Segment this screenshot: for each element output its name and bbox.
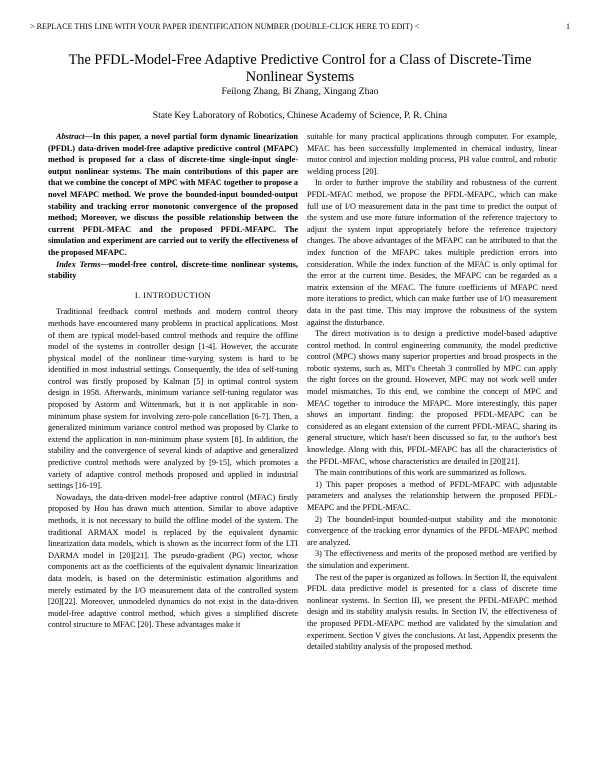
header-placeholder-line[interactable]: > REPLACE THIS LINE WITH YOUR PAPER IDENTIFICATION NUMBER (DOUBLE-CLICK HERE TO EDIT) < (30, 22, 420, 31)
body-paragraph: suitable for many practical applications through computer. For example, MFAC has been successfully implemented in chemical industry, linear motor control and injection molding process, PH value control, and robotic welding process [20]. (307, 132, 557, 176)
paper-title: The PFDL-Model-Free Adaptive Predictive Control for a Class of Discrete-Time Nonlinear Systems (68, 52, 532, 85)
body-paragraph: The rest of the paper is organized as follows. In Section II, the equivalent PFDL data predictive model is presented for a class of discrete time nonlinear systems. In Section III, we present the PFDL-MFAPC method design and its stability analysis results. In Section IV, the effectiveness of the proposed PFDL-MFAPC method are validated by the simulation and experiment. Section V gives the conclusions. At last, Appendix presents the detailed stability analysis of the proposed method. (307, 572, 558, 652)
index-terms-label: Index Terms (56, 259, 101, 269)
body-paragraph: In order to further improve the stability and robustness of the current PFDL-MFAC method, we propose the PFDL-MFAPC, which can make full use of I/O measurement data in the past time to predict the output of the system and use more future information of the reference trajectory to adjust the system input appropriately before the reference trajectory changes. The above advantages of the MFAPC can be attributed to that the index function of the MFAPC takes multiple prediction errors into consideration. While the index function of the MFAC is only optimal for the error at the current time. Besides, the MFAPC can be regarded as a matrix extension of the MFAC. The future coefficients of MFAPC need more iterations to predict, which can make further use of I/O measurement data in the past time. This may improve the robustness of the system against the disturbance. (307, 178, 557, 327)
body-paragraph: The direct motivation is to design a predictive model-based adaptive control method. In control engineering community, the model predictive control (MPC) shows many superior properties and broad prospects in the robotic systems, such as, MIT's Cheetah 3 controlled by MPC can apply the right forces on the ground. However, MPC may not work well under model mismatches. To this end, we combine the concept of MPC and MFAC together to introduce the MFAPC. More interestingly, this paper shows an important finding: the proposed PFDL-MFAPC can be considered as an elegant extension of the current PFDL-MFAC, sharing its general structure, which hasn't been discussed so far, to the author's best knowledge. Along with this, PFDL-MFAPC has all the characteristics of the PFDL-MFAC, whose characteristics are detailed in [20][21]. (307, 329, 557, 466)
contribution-item: 2) The bounded-input bounded-output stability and the monotonic convergence of the tracking error dynamics of the PFDL-MFAPC method are analyzed. (307, 514, 557, 547)
affiliation: State Key Laboratory of Robotics, Chinese Academy of Science, P. R. China (152, 110, 448, 121)
left-column (48, 131, 298, 631)
body-paragraph: Nowadays, the data-driven model-free adaptive control (MFAC) firstly proposed by Hou has drawn much attention. Similar to above adaptive methods, it is not necessary to build the offline model of the system. The traditional ARMAX model is replaced by the equivalent dynamic linearization data models, which is shown as the incorrect form of the LTI DARMA model in [20][21]. The pseudo-gradient (PG) vector, whose components act as the coefficients of the equivalent dynamic linearization data models, is based on the deterministic estimation algorithms and merely estimated by the I/O measurement data of the controlled system [20][22]. Moreover, unmodeled dynamics do not exist in the data-driven model-free adaptive control method, which gives a simplified discrete control structure to MFAC [20]. These advantages make it (48, 492, 298, 630)
abstract-label: Abstract— (56, 132, 93, 141)
section-heading-introduction: I. INTRODUCTION (134, 290, 212, 300)
index-terms (48, 259, 298, 282)
body-paragraph: The main contributions of this work are summarized as follows. (315, 468, 527, 478)
body-paragraph: Traditional feedback control methods and modern control theory methods have encountered many problems in practical applications. Most of them are typical model-based control methods and require the offline model of the systems in controller design [1-4]. However, the accurate physical model of the nonlinear time-varying system is hard to be identified in most industrial settings. Consequently, the idea of self-tuning control was firstly proposed by Kalman [5] in optimal control system design in 1958. Afterwards, minimum variance self-tuning regulator was proposed by Astorm and Wittenmark, but it is not applicable in non-minimum phase system for involving zero-pole cancellation [6-7]. Then, a generalized minimum variance control method was proposed by Clarke to extend the application in non-minimum phase system [8]. In addition, the stability and the convergence of several kinds of adaptive and generalized predictive control methods were analyzed by [9-15], which promotes a variety of adaptive control methods proposed and applied in industrial settings [16-19]. (48, 307, 298, 491)
contribution-item: 1) This paper proposes a method of PFDL-MFAPC with adjustable parameters and analyses the relationship between the proposed PFDL-MFAPC and the PFDL-MFAC. (307, 479, 557, 512)
abstract-text: In this paper, a novel partial form dynamic linearization (PFDL) data-driven model-free adaptive predictive control (MFAPC) method is proposed for a class of discrete-time single-input single-output nonlinear systems. The main contributions of this paper are that we combine the concept of MPC with MFAC together to propose a novel MFAPC method. We prove the bounded-input bounded-output stability and tracking error monotonic convergence of the proposed method; Moreover, we discuss the possible relationship between the current PFDL-MFAC and the proposed PFDL-MFAPC. The simulation and experiment are carried out to verify the effectiveness of the proposed MFAPC. (48, 132, 298, 257)
contribution-item: 3) The effectiveness and merits of the proposed method are verified by the simulation and experiment. (307, 549, 557, 570)
page-number: 1 (566, 22, 570, 31)
index-terms-text: —model-free control, discrete-time nonlinear systems, stability (48, 259, 298, 281)
abstract (48, 131, 298, 259)
authors: Feilong Zhang, Bi Zhang, Xingang Zhao (221, 86, 379, 97)
right-column (307, 131, 557, 653)
